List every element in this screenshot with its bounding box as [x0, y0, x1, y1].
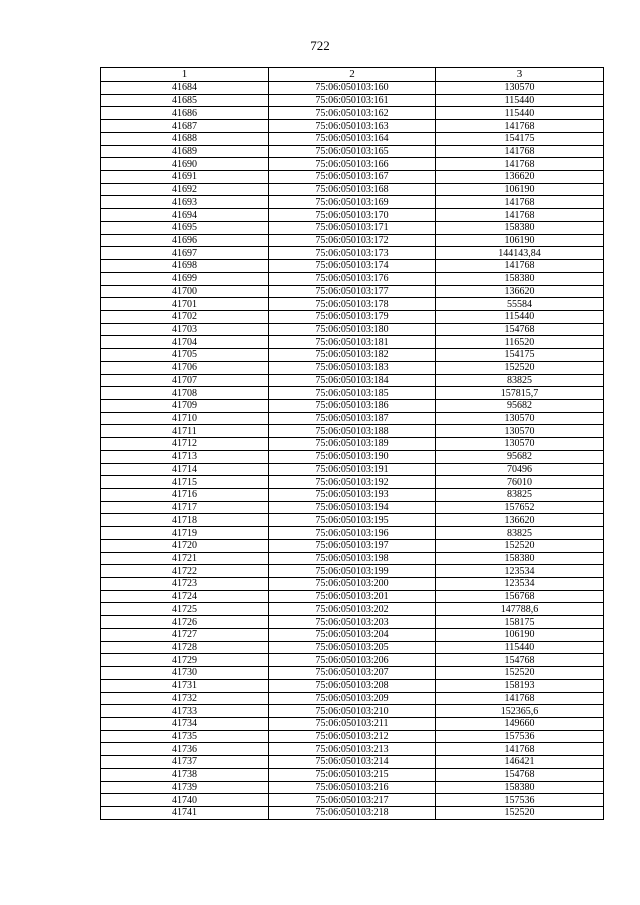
row-number-cell: 41714 — [101, 463, 269, 476]
cadastral-number-cell: 75:06:050103:166 — [269, 158, 436, 171]
table-row — [101, 628, 604, 641]
column-header-3: 3 — [436, 68, 604, 82]
cadastral-number-cell: 75:06:050103:168 — [269, 183, 436, 196]
table-row — [101, 679, 604, 692]
table-row — [101, 641, 604, 654]
value-cell: 154768 — [436, 768, 604, 781]
value-cell: 141768 — [436, 209, 604, 222]
row-number-cell: 41685 — [101, 94, 269, 107]
table-row — [101, 705, 604, 718]
value-cell: 158175 — [436, 616, 604, 629]
row-number-cell: 41734 — [101, 717, 269, 730]
table-row — [101, 476, 604, 489]
row-number-cell: 41707 — [101, 374, 269, 387]
cadastral-number-cell: 75:06:050103:170 — [269, 209, 436, 222]
row-number-cell: 41701 — [101, 298, 269, 311]
table-row — [101, 692, 604, 705]
table-row — [101, 654, 604, 667]
cadastral-number-cell: 75:06:050103:218 — [269, 806, 436, 819]
table-body — [101, 82, 604, 820]
value-cell: 158380 — [436, 221, 604, 234]
row-number-cell: 41723 — [101, 578, 269, 591]
cadastral-number-cell: 75:06:050103:181 — [269, 336, 436, 349]
cadastral-number-cell: 75:06:050103:209 — [269, 692, 436, 705]
cadastral-number-cell: 75:06:050103:180 — [269, 323, 436, 336]
value-cell: 83825 — [436, 374, 604, 387]
row-number-cell: 41726 — [101, 616, 269, 629]
table-row — [101, 221, 604, 234]
table-row — [101, 171, 604, 184]
value-cell: 158193 — [436, 679, 604, 692]
value-cell: 136620 — [436, 171, 604, 184]
cadastral-number-cell: 75:06:050103:173 — [269, 247, 436, 260]
table-row — [101, 82, 604, 95]
row-number-cell: 41711 — [101, 425, 269, 438]
cadastral-number-cell: 75:06:050103:188 — [269, 425, 436, 438]
row-number-cell: 41717 — [101, 501, 269, 514]
value-cell: 154175 — [436, 349, 604, 362]
table-row — [101, 616, 604, 629]
row-number-cell: 41740 — [101, 794, 269, 807]
row-number-cell: 41700 — [101, 285, 269, 298]
cadastral-number-cell: 75:06:050103:215 — [269, 768, 436, 781]
cadastral-number-cell: 75:06:050103:210 — [269, 705, 436, 718]
table-row — [101, 285, 604, 298]
value-cell: 157652 — [436, 501, 604, 514]
cadastral-number-cell: 75:06:050103:169 — [269, 196, 436, 209]
value-cell: 146421 — [436, 756, 604, 769]
cadastral-number-cell: 75:06:050103:208 — [269, 679, 436, 692]
cadastral-number-cell: 75:06:050103:201 — [269, 590, 436, 603]
table-row — [101, 260, 604, 273]
table-row — [101, 336, 604, 349]
row-number-cell: 41705 — [101, 349, 269, 362]
cadastral-number-cell: 75:06:050103:167 — [269, 171, 436, 184]
row-number-cell: 41732 — [101, 692, 269, 705]
table-row — [101, 527, 604, 540]
value-cell: 152520 — [436, 361, 604, 374]
cadastral-number-cell: 75:06:050103:217 — [269, 794, 436, 807]
registry-table — [100, 67, 604, 820]
value-cell: 141768 — [436, 743, 604, 756]
value-cell: 141768 — [436, 692, 604, 705]
table-row — [101, 489, 604, 502]
value-cell: 130570 — [436, 412, 604, 425]
row-number-cell: 41728 — [101, 641, 269, 654]
value-cell: 154175 — [436, 132, 604, 145]
cadastral-number-cell: 75:06:050103:184 — [269, 374, 436, 387]
table-row — [101, 209, 604, 222]
table-row — [101, 196, 604, 209]
row-number-cell: 41718 — [101, 514, 269, 527]
row-number-cell: 41741 — [101, 806, 269, 819]
table-row — [101, 514, 604, 527]
value-cell: 152365,6 — [436, 705, 604, 718]
row-number-cell: 41725 — [101, 603, 269, 616]
row-number-cell: 41727 — [101, 628, 269, 641]
row-number-cell: 41689 — [101, 145, 269, 158]
table-row — [101, 667, 604, 680]
table-row — [101, 756, 604, 769]
cadastral-number-cell: 75:06:050103:205 — [269, 641, 436, 654]
table-row — [101, 158, 604, 171]
table-row — [101, 183, 604, 196]
row-number-cell: 41687 — [101, 120, 269, 133]
table-row — [101, 552, 604, 565]
value-cell: 95682 — [436, 450, 604, 463]
table-row — [101, 234, 604, 247]
cadastral-number-cell: 75:06:050103:202 — [269, 603, 436, 616]
cadastral-number-cell: 75:06:050103:204 — [269, 628, 436, 641]
table-row — [101, 387, 604, 400]
row-number-cell: 41693 — [101, 196, 269, 209]
value-cell: 106190 — [436, 183, 604, 196]
cadastral-number-cell: 75:06:050103:197 — [269, 539, 436, 552]
value-cell: 130570 — [436, 425, 604, 438]
row-number-cell: 41731 — [101, 679, 269, 692]
cadastral-number-cell: 75:06:050103:186 — [269, 399, 436, 412]
row-number-cell: 41706 — [101, 361, 269, 374]
table-row — [101, 717, 604, 730]
cadastral-number-cell: 75:06:050103:162 — [269, 107, 436, 120]
table-row — [101, 781, 604, 794]
value-cell: 158380 — [436, 552, 604, 565]
header-row — [101, 68, 604, 82]
row-number-cell: 41708 — [101, 387, 269, 400]
value-cell: 144143,84 — [436, 247, 604, 260]
value-cell: 95682 — [436, 399, 604, 412]
row-number-cell: 41704 — [101, 336, 269, 349]
table-row — [101, 463, 604, 476]
cadastral-number-cell: 75:06:050103:189 — [269, 438, 436, 451]
row-number-cell: 41698 — [101, 260, 269, 273]
cadastral-number-cell: 75:06:050103:185 — [269, 387, 436, 400]
row-number-cell: 41724 — [101, 590, 269, 603]
row-number-cell: 41709 — [101, 399, 269, 412]
cadastral-number-cell: 75:06:050103:211 — [269, 717, 436, 730]
value-cell: 141768 — [436, 196, 604, 209]
table-header — [101, 68, 604, 82]
cadastral-number-cell: 75:06:050103:198 — [269, 552, 436, 565]
table-row — [101, 794, 604, 807]
cadastral-number-cell: 75:06:050103:179 — [269, 310, 436, 323]
cadastral-number-cell: 75:06:050103:213 — [269, 743, 436, 756]
cadastral-number-cell: 75:06:050103:182 — [269, 349, 436, 362]
table-row — [101, 450, 604, 463]
cadastral-number-cell: 75:06:050103:206 — [269, 654, 436, 667]
table-row — [101, 132, 604, 145]
row-number-cell: 41729 — [101, 654, 269, 667]
cadastral-number-cell: 75:06:050103:172 — [269, 234, 436, 247]
row-number-cell: 41716 — [101, 489, 269, 502]
table-row — [101, 603, 604, 616]
cadastral-number-cell: 75:06:050103:199 — [269, 565, 436, 578]
value-cell: 116520 — [436, 336, 604, 349]
cadastral-number-cell: 75:06:050103:160 — [269, 82, 436, 95]
table-row — [101, 412, 604, 425]
value-cell: 141768 — [436, 145, 604, 158]
column-header-1: 1 — [101, 68, 269, 82]
row-number-cell: 41694 — [101, 209, 269, 222]
table-row — [101, 298, 604, 311]
row-number-cell: 41691 — [101, 171, 269, 184]
value-cell: 115440 — [436, 310, 604, 323]
cadastral-number-cell: 75:06:050103:183 — [269, 361, 436, 374]
cadastral-number-cell: 75:06:050103:212 — [269, 730, 436, 743]
value-cell: 136620 — [436, 285, 604, 298]
table-row — [101, 578, 604, 591]
row-number-cell: 41719 — [101, 527, 269, 540]
row-number-cell: 41722 — [101, 565, 269, 578]
cadastral-number-cell: 75:06:050103:161 — [269, 94, 436, 107]
value-cell: 130570 — [436, 82, 604, 95]
row-number-cell: 41695 — [101, 221, 269, 234]
cadastral-number-cell: 75:06:050103:195 — [269, 514, 436, 527]
table-row — [101, 120, 604, 133]
row-number-cell: 41737 — [101, 756, 269, 769]
row-number-cell: 41712 — [101, 438, 269, 451]
table-row — [101, 565, 604, 578]
row-number-cell: 41690 — [101, 158, 269, 171]
table-row — [101, 145, 604, 158]
cadastral-number-cell: 75:06:050103:163 — [269, 120, 436, 133]
value-cell: 136620 — [436, 514, 604, 527]
value-cell: 152520 — [436, 539, 604, 552]
cadastral-number-cell: 75:06:050103:174 — [269, 260, 436, 273]
row-number-cell: 41692 — [101, 183, 269, 196]
cadastral-number-cell: 75:06:050103:207 — [269, 667, 436, 680]
table-row — [101, 438, 604, 451]
row-number-cell: 41688 — [101, 132, 269, 145]
value-cell: 154768 — [436, 323, 604, 336]
row-number-cell: 41710 — [101, 412, 269, 425]
row-number-cell: 41730 — [101, 667, 269, 680]
cadastral-number-cell: 75:06:050103:203 — [269, 616, 436, 629]
table-row — [101, 501, 604, 514]
row-number-cell: 41739 — [101, 781, 269, 794]
value-cell: 147788,6 — [436, 603, 604, 616]
cadastral-number-cell: 75:06:050103:164 — [269, 132, 436, 145]
table-row — [101, 806, 604, 819]
row-number-cell: 41713 — [101, 450, 269, 463]
value-cell: 115440 — [436, 641, 604, 654]
value-cell: 149660 — [436, 717, 604, 730]
table-row — [101, 323, 604, 336]
row-number-cell: 41733 — [101, 705, 269, 718]
row-number-cell: 41697 — [101, 247, 269, 260]
cadastral-number-cell: 75:06:050103:200 — [269, 578, 436, 591]
cadastral-number-cell: 75:06:050103:190 — [269, 450, 436, 463]
value-cell: 106190 — [436, 628, 604, 641]
row-number-cell: 41703 — [101, 323, 269, 336]
value-cell: 70496 — [436, 463, 604, 476]
row-number-cell: 41699 — [101, 272, 269, 285]
cadastral-number-cell: 75:06:050103:176 — [269, 272, 436, 285]
value-cell: 83825 — [436, 527, 604, 540]
value-cell: 158380 — [436, 272, 604, 285]
page-number: 722 — [310, 38, 330, 53]
value-cell: 115440 — [436, 94, 604, 107]
table-row — [101, 107, 604, 120]
value-cell: 157815,7 — [436, 387, 604, 400]
table-row — [101, 425, 604, 438]
cadastral-number-cell: 75:06:050103:171 — [269, 221, 436, 234]
cadastral-number-cell: 75:06:050103:193 — [269, 489, 436, 502]
value-cell: 141768 — [436, 260, 604, 273]
table-row — [101, 272, 604, 285]
table-row — [101, 768, 604, 781]
cadastral-number-cell: 75:06:050103:187 — [269, 412, 436, 425]
row-number-cell: 41715 — [101, 476, 269, 489]
cadastral-number-cell: 75:06:050103:165 — [269, 145, 436, 158]
cadastral-number-cell: 75:06:050103:192 — [269, 476, 436, 489]
value-cell: 106190 — [436, 234, 604, 247]
value-cell: 130570 — [436, 438, 604, 451]
row-number-cell: 41696 — [101, 234, 269, 247]
value-cell: 152520 — [436, 806, 604, 819]
value-cell: 83825 — [436, 489, 604, 502]
value-cell: 55584 — [436, 298, 604, 311]
row-number-cell: 41684 — [101, 82, 269, 95]
value-cell: 115440 — [436, 107, 604, 120]
table-row — [101, 310, 604, 323]
cadastral-number-cell: 75:06:050103:178 — [269, 298, 436, 311]
row-number-cell: 41721 — [101, 552, 269, 565]
cadastral-number-cell: 75:06:050103:214 — [269, 756, 436, 769]
value-cell: 141768 — [436, 120, 604, 133]
value-cell: 152520 — [436, 667, 604, 680]
row-number-cell: 41702 — [101, 310, 269, 323]
value-cell: 141768 — [436, 158, 604, 171]
value-cell: 123534 — [436, 578, 604, 591]
value-cell: 157536 — [436, 794, 604, 807]
row-number-cell: 41736 — [101, 743, 269, 756]
value-cell: 154768 — [436, 654, 604, 667]
table-row — [101, 247, 604, 260]
cadastral-number-cell: 75:06:050103:177 — [269, 285, 436, 298]
column-header-2: 2 — [269, 68, 436, 82]
table-row — [101, 361, 604, 374]
cadastral-number-cell: 75:06:050103:191 — [269, 463, 436, 476]
row-number-cell: 41735 — [101, 730, 269, 743]
value-cell: 156768 — [436, 590, 604, 603]
table-row — [101, 374, 604, 387]
table-row — [101, 349, 604, 362]
value-cell: 76010 — [436, 476, 604, 489]
row-number-cell: 41738 — [101, 768, 269, 781]
value-cell: 157536 — [436, 730, 604, 743]
row-number-cell: 41720 — [101, 539, 269, 552]
value-cell: 158380 — [436, 781, 604, 794]
table-row — [101, 743, 604, 756]
cadastral-number-cell: 75:06:050103:196 — [269, 527, 436, 540]
cadastral-number-cell: 75:06:050103:216 — [269, 781, 436, 794]
table-row — [101, 730, 604, 743]
table-row — [101, 399, 604, 412]
table-row — [101, 539, 604, 552]
value-cell: 123534 — [436, 565, 604, 578]
table-row — [101, 590, 604, 603]
table-row — [101, 94, 604, 107]
cadastral-number-cell: 75:06:050103:194 — [269, 501, 436, 514]
row-number-cell: 41686 — [101, 107, 269, 120]
